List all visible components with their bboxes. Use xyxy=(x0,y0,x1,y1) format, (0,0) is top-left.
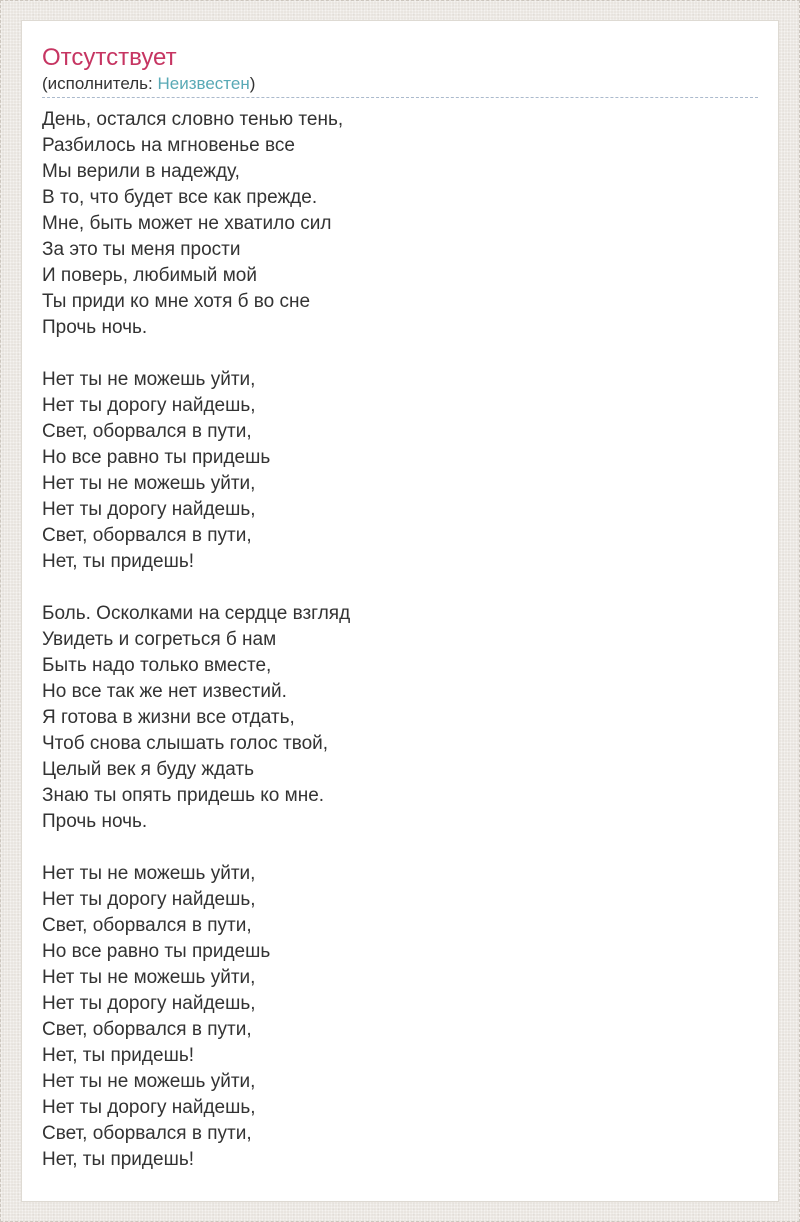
lyric-line: Нет ты не можешь уйти, xyxy=(42,369,256,390)
lyric-line: Нет ты дорогу найдешь, xyxy=(42,499,256,520)
lyric-line: Знаю ты опять придешь ко мне. xyxy=(42,785,325,806)
artist-label: (исполнитель: xyxy=(42,74,158,93)
lyric-line: Нет, ты придешь! xyxy=(42,551,194,572)
stanza-verse-1 xyxy=(42,107,758,341)
stanza-verse-2 xyxy=(42,601,758,835)
lyric-line: Свет, оборвался в пути, xyxy=(42,915,252,936)
lyric-line: Свет, оборвался в пути, xyxy=(42,525,252,546)
artist-label-close: ) xyxy=(249,74,256,93)
stanza-chorus-1 xyxy=(42,367,758,575)
song-title: Отсутствует xyxy=(42,44,177,71)
artist-link[interactable]: Неизвестен xyxy=(157,74,250,93)
lyric-line: И поверь, любимый мой xyxy=(42,265,257,286)
stanza-chorus-2 xyxy=(42,861,758,1173)
lyric-line: Нет ты не можешь уйти, xyxy=(42,967,256,988)
lyric-line: Ты приди ко мне хотя б во сне xyxy=(42,291,311,312)
lyric-line: Разбилось на мгновенье все xyxy=(42,135,295,156)
lyric-line: Нет ты не можешь уйти, xyxy=(42,863,256,884)
lyric-line: Нет ты не можешь уйти, xyxy=(42,1071,256,1092)
lyric-line: Нет ты дорогу найдешь, xyxy=(42,395,256,416)
lyric-line: В то, что будет все как прежде. xyxy=(42,187,318,208)
lyric-line: Мне, быть может не хватило сил xyxy=(42,213,332,234)
lyric-line: Нет ты не можешь уйти, xyxy=(42,473,256,494)
lyrics-text xyxy=(42,107,758,1173)
lyric-line: Свет, оборвался в пути, xyxy=(42,1019,252,1040)
lyric-line: Нет, ты придешь! xyxy=(42,1045,194,1066)
lyric-line: Чтоб снова слышать голос твой, xyxy=(42,733,329,754)
lyric-line: Мы верили в надежду, xyxy=(42,161,240,182)
artist-line xyxy=(42,73,758,95)
lyric-line: Но все равно ты придешь xyxy=(42,941,271,962)
lyrics-card xyxy=(21,20,779,1202)
lyric-line: Свет, оборвался в пути, xyxy=(42,421,252,442)
lyric-line: Прочь ночь. xyxy=(42,811,148,832)
lyric-line: Я готова в жизни все отдать, xyxy=(42,707,295,728)
lyric-line: Но все так же нет известий. xyxy=(42,681,287,702)
lyric-line: День, остался словно тенью тень, xyxy=(42,109,344,130)
lyric-line: За это ты меня прости xyxy=(42,239,241,260)
lyric-line: Нет ты дорогу найдешь, xyxy=(42,1097,256,1118)
lyric-line: Нет ты дорогу найдешь, xyxy=(42,889,256,910)
lyric-line: Нет ты дорогу найдешь, xyxy=(42,993,256,1014)
lyric-line: Быть надо только вместе, xyxy=(42,655,272,676)
lyric-line: Увидеть и согреться б нам xyxy=(42,629,277,650)
lyric-line: Боль. Осколками на сердце взгляд xyxy=(42,603,351,624)
lyric-line: Целый век я буду ждать xyxy=(42,759,254,780)
lyric-line: Прочь ночь. xyxy=(42,317,148,338)
lyric-line: Свет, оборвался в пути, xyxy=(42,1123,252,1144)
lyric-line: Но все равно ты придешь xyxy=(42,447,271,468)
dashed-separator xyxy=(42,97,758,98)
lyric-line: Нет, ты придешь! xyxy=(42,1149,194,1170)
